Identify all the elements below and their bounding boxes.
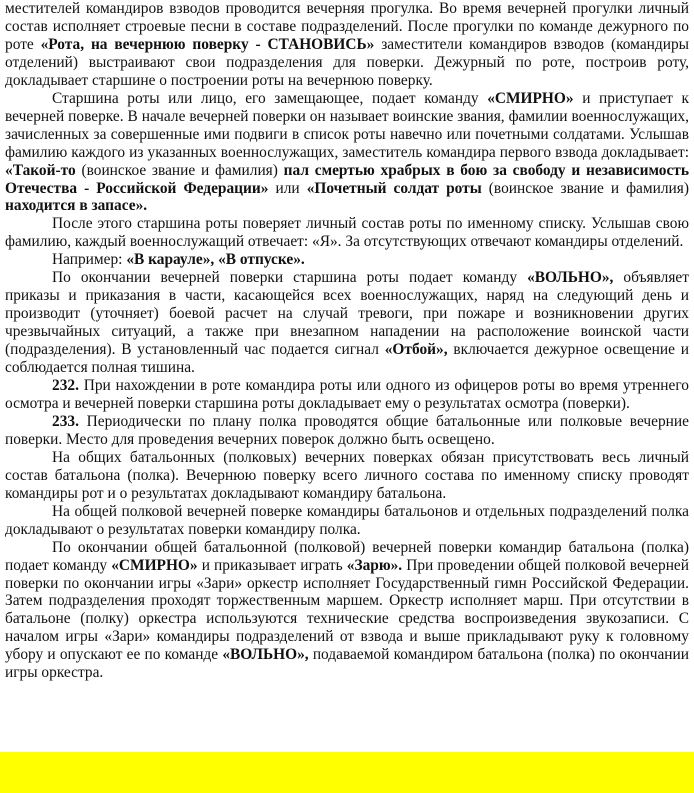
paragraph [5, 0, 689, 90]
text-run: включается дежурное освещение и соблюдается полная тишина. [5, 341, 690, 377]
bold-text: «СМИРНО» [111, 556, 198, 574]
text-run: и приказывает играть [197, 556, 347, 574]
text-run: подаваемой командиром батальона (полка) по окончании игры оркестра. [5, 646, 689, 682]
text-run: и приступает к вечерней поверке. В начале вечерней поверки он называет воинские звания, фамилии военнослужащих, зачисленных за совершенные ими подвиги в список роты навечно или почетными солдатами. Услышав фамилию каждого из указанных военнослужащих, заместитель командира первого взвода докладывает: [5, 89, 689, 161]
text-run: (воинское звание и фамилия) [75, 161, 284, 179]
bold-text: «ВОЛЬНО», [222, 646, 309, 664]
paragraph [5, 269, 689, 377]
paragraph [5, 449, 689, 503]
text-run: Старшина роты или лицо, его замещающее, подает команду [52, 89, 488, 107]
text-run: местителей командиров взводов проводится вечерняя прогулка. Во время вечерней прогулки личный состав исполняет строевые песни в составе подразделений. После прогулки по команде дежурного по роте [5, 0, 689, 53]
bold-text: «Зарю». [346, 556, 403, 574]
bold-text: «Отбой», [384, 341, 448, 359]
text-run: При проведении общей полковой вечерней поверки по окончании игры «Зари» оркестр исполняет Государственный гимн Российской Федерации. Затем подразделения проходят торжественным маршем. Оркестр исполняет марш. При отсутствии в батальоне (полку) оркестра используются технические средства воспроизведения звукозаписи. С началом игры «Зари» командиры подразделений от взвода и выше прикладывают руку к головному убору и опускают ее по команде [5, 556, 689, 664]
bold-text: 233. [52, 412, 79, 430]
text-run: заместители командиров взводов (командиры отделений) выстраивают свои подразделения для поверки. Дежурный по роте, построив роту, докладывает старшине о построении роты на вечернюю поверку. [5, 35, 689, 89]
bold-text: 232. [52, 377, 79, 395]
paragraph [5, 413, 689, 449]
bold-text: пал смертью храбрых в бою за свободу и независимость Отечества - Российской Федерации» [5, 161, 689, 197]
text-run: Например: [52, 251, 127, 269]
text-run: (воинское звание и фамилия) [481, 179, 689, 197]
paragraph [5, 90, 689, 216]
paragraph [5, 503, 689, 539]
paragraph [5, 251, 689, 269]
bold-text: «В карауле», «В отпуске». [126, 251, 305, 269]
document-body [5, 0, 689, 682]
text-run: или [268, 179, 307, 197]
text-run: При нахождении в роте командира роты или одного из офицеров роты во время утреннего осмотра и вечерней поверки старшина роты докладывает ему о результатах осмотра (поверки). [5, 377, 689, 412]
paragraph [5, 539, 689, 683]
text-run: По окончании общей батальонной (полковой) вечерней поверки командир батальона (полка) подает команду [5, 538, 689, 574]
bold-text: «Такой-то [5, 161, 76, 179]
text-run: По окончании вечерней поверки старшина роты подает команду [52, 269, 528, 287]
text-run: Периодически по плану полка проводятся общие батальонные или полковые вечерние поверки. Место для проведения вечерних поверок должно быть освещено. [5, 412, 689, 448]
highlight-band [0, 752, 694, 793]
bold-text: находится в запасе». [5, 197, 148, 215]
text-run: На общей полковой вечерней поверке командиры батальонов и отдельных подразделений полка докладывают о результатах поверки командиру полка. [5, 502, 689, 538]
text-run: объявляет приказы и приказания в части, касающейся всех военнослужащих, наряд на следующий день и производит (уточняет) боевой расчет на случай тревоги, при пожаре и возникновении других чрезвычайных ситуаций, а также при внезапном нападении на расположение воинской части (подразделения). В установленный час подается сигнал [5, 269, 689, 359]
text-run: На общих батальонных (полковых) вечерних поверках обязан присутствовать весь личный состав батальона (полка). Вечернюю поверку всего личного состава по именному списку проводят командиры рот и о результатах докладывают командиру батальона. [5, 448, 689, 502]
text-run: После этого старшина роты поверяет личный состав роты по именному списку. Услышав свою фамилию, каждый военнослужащий отвечает: «Я». За отсутствующих отвечают командиры отделений. [5, 215, 689, 251]
bold-text: «СМИРНО» [487, 89, 574, 107]
bold-text: «ВОЛЬНО», [527, 269, 614, 287]
bold-text: «Почетный солдат роты [306, 179, 482, 197]
paragraph [5, 215, 689, 251]
paragraph [5, 377, 689, 413]
bold-text: «Рота, на вечернюю поверку - СТАНОВИСЬ» [40, 35, 375, 53]
